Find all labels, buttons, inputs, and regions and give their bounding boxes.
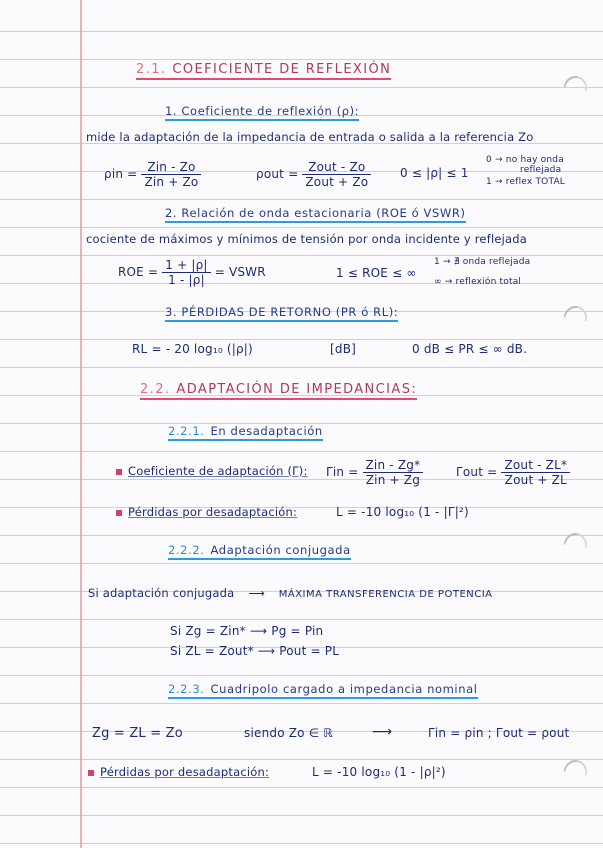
nominal-impedance-condition: siendo Zo ∈ ℝ	[244, 726, 334, 740]
roe-formula: ROE = $\frac{1 + |\rho|}{1 - |\rho|}$ = VSWR	[118, 258, 266, 287]
bullet-mismatch-loss: Pérdidas por desadaptación:	[116, 505, 297, 519]
mismatch-loss-formula-2: L = -10 log₁₀ (1 - |ρ|²)	[312, 765, 446, 779]
rho-out-formula: ρout = $\frac{\text{Zout - Zo}}{\text{Zout + Zo}}$	[256, 160, 371, 189]
conjugate-line: Si adaptación conjugada ⟶ MÁXIMA TRANSFERENCIA DE POTENCIA	[88, 586, 493, 600]
note-total: 1 → reflex TOTAL	[486, 177, 566, 187]
reflection-description: mide la adaptación de la impedancia de entrada o salida a la referencia Zo	[86, 130, 534, 144]
binder-hole	[559, 71, 591, 103]
gamma-in-formula: Γin = $\frac{\text{Zin - Zg*}}{\text{Zin + Zg}}$	[326, 458, 423, 487]
conjugate-condition-load: Si ZL = Zout* ⟶ Pout = PL	[170, 644, 340, 658]
rho-range: 0 ≤ |ρ| ≤ 1	[400, 166, 469, 180]
conjugate-condition-source: Si Zg = Zin* ⟶ Pg = Pin	[170, 624, 324, 638]
note-zero: 0 → no hay onda	[486, 155, 564, 165]
margin-line	[80, 0, 82, 848]
gamma-out-formula: Γout = $\frac{\text{Zout - ZL*}}{\text{Zout + ZL}}$	[456, 458, 570, 487]
binder-hole	[559, 528, 591, 560]
subheading-2-2-2: 2.2.2. Adaptación conjugada	[168, 543, 351, 557]
section-heading-2-1: 2.1. COEFICIENTE DE REFLEXIÓN	[136, 62, 391, 77]
binder-hole	[559, 301, 591, 333]
nominal-arrow: ⟶	[372, 724, 393, 740]
bullet-adaptation-coefficient: Coeficiente de adaptación (Γ):	[116, 464, 308, 478]
bullet-icon	[116, 469, 122, 475]
note-reflected: reflejada	[520, 165, 562, 175]
return-loss-unit: [dB]	[330, 342, 357, 356]
binder-hole	[559, 755, 591, 787]
nominal-result: Γin = ρin ; Γout = ρout	[428, 726, 570, 740]
rho-in-formula: ρin = $\frac{\text{Zin - Zo}}{\text{Zin + Zo}}$	[104, 160, 201, 189]
subheading-reflection-coefficient: 1. Coeficiente de reflexión (ρ):	[165, 104, 359, 118]
subheading-vswr: 2. Relación de onda estacionaria (ROE ó VSWR)	[165, 206, 466, 220]
bullet-icon	[116, 510, 122, 516]
return-loss-formula: RL = - 20 log₁₀ (|ρ|)	[132, 342, 253, 356]
mismatch-loss-formula: L = -10 log₁₀ (1 - |Γ|²)	[336, 505, 469, 519]
bullet-mismatch-loss-2: Pérdidas por desadaptación:	[88, 765, 269, 779]
section-heading-2-2: 2.2. ADAPTACIÓN DE IMPEDANCIAS:	[140, 382, 417, 397]
note-total-reflection: ∞ → reflexión total	[434, 277, 522, 287]
vswr-description: cociente de máximos y mínimos de tensión por onda incidente y reflejada	[86, 232, 528, 246]
bullet-icon	[88, 770, 94, 776]
subheading-2-2-3: 2.2.3. Cuadripolo cargado a impedancia nominal	[168, 682, 478, 696]
nominal-impedance-equation: Zg = ZL = Zo	[92, 726, 183, 741]
note-no-reflection: 1 → ∄ onda reflejada	[434, 257, 531, 267]
roe-range: 1 ≤ ROE ≤ ∞	[336, 266, 417, 280]
subheading-2-2-1: 2.2.1. En desadaptación	[168, 424, 323, 438]
subheading-return-loss: 3. PÉRDIDAS DE RETORNO (PR ó RL):	[165, 305, 398, 319]
return-loss-range: 0 dB ≤ PR ≤ ∞ dB.	[412, 342, 528, 356]
